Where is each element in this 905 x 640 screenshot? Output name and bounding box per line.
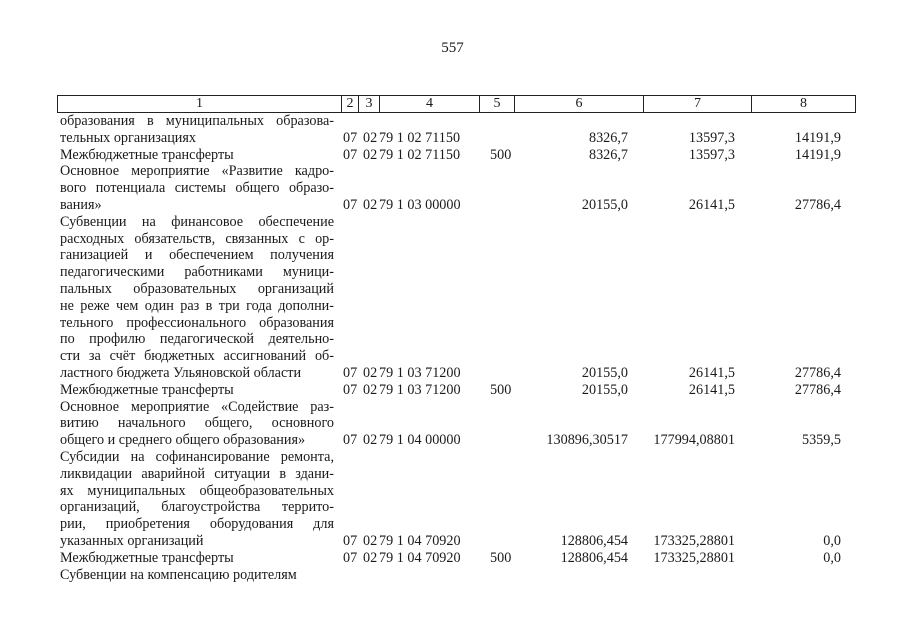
amount-col-6: 8326,7	[588, 146, 628, 163]
row-description	[60, 399, 334, 449]
amount-col-8: 5359,5	[801, 432, 841, 449]
target-article-code: 79 1 03 71200	[379, 381, 461, 398]
subsection-code: 02	[363, 381, 378, 398]
amount-col-7: 177994,08801	[653, 432, 735, 449]
table-row	[60, 113, 850, 147]
row-description	[60, 113, 334, 147]
amount-col-7: 26141,5	[688, 364, 735, 381]
section-code: 07	[343, 364, 358, 381]
section-code: 07	[343, 129, 358, 146]
description-line: образования в муниципальных образова-	[60, 113, 334, 129]
description-line: общего и среднего общего образования»	[60, 432, 306, 449]
description-line: организаций, благоустройства террито-	[60, 499, 334, 516]
amount-col-6: 20155,0	[581, 381, 628, 398]
description-line: указанных организаций	[60, 532, 204, 549]
table-row	[60, 550, 850, 567]
expense-type-code: 500	[490, 549, 512, 566]
subsection-code: 02	[363, 364, 378, 381]
section-code: 07	[343, 196, 358, 213]
table-row	[60, 567, 850, 584]
amount-col-7: 13597,3	[688, 129, 735, 146]
amount-col-7: 13597,3	[688, 146, 735, 163]
subsection-code: 02	[363, 532, 378, 549]
amount-col-8: 14191,9	[794, 129, 841, 146]
table-row	[60, 214, 850, 382]
amount-col-8: 0,0	[823, 532, 841, 549]
header-col-7: 7	[644, 96, 752, 113]
description-line: ликвидации аварийной ситуации в здани-	[60, 465, 334, 482]
row-description	[60, 449, 334, 550]
amount-col-8: 27786,4	[794, 381, 841, 398]
amount-col-6: 20155,0	[581, 196, 628, 213]
header-col-6: 6	[515, 96, 644, 113]
description-line: ях муниципальных общеобразовательных	[60, 482, 334, 499]
target-article-code: 79 1 04 70920	[379, 549, 461, 566]
amount-col-7: 26141,5	[688, 381, 735, 398]
target-article-code: 79 1 02 71150	[379, 146, 461, 163]
amount-col-7: 26141,5	[688, 196, 735, 213]
row-description	[60, 163, 334, 213]
description-line: педагогическими работниками муници-	[60, 264, 334, 281]
section-code: 07	[343, 381, 358, 398]
target-article-code: 79 1 03 71200	[379, 364, 461, 381]
column-header-table	[57, 95, 856, 113]
row-description	[60, 147, 334, 164]
description-line: ганизацией и обеспечением получения	[60, 247, 334, 264]
table-row	[60, 382, 850, 399]
description-line: витию начального общего, основного	[60, 415, 334, 432]
row-description	[60, 382, 334, 399]
budget-table-body	[60, 113, 850, 583]
description-line: рии, приобретения оборудования для	[60, 516, 334, 533]
amount-col-6: 130896,30517	[546, 432, 628, 449]
subsection-code: 02	[363, 549, 378, 566]
section-code: 07	[343, 432, 358, 449]
description-line: Межбюджетные трансферты	[60, 381, 234, 398]
description-line: тельных организациях	[60, 129, 197, 146]
table-row	[60, 399, 850, 449]
expense-type-code: 500	[490, 146, 512, 163]
amount-col-8: 27786,4	[794, 196, 841, 213]
description-line: вого потенциала системы общего образо-	[60, 180, 334, 197]
subsection-code: 02	[363, 146, 378, 163]
page-number: 557	[441, 40, 464, 56]
row-description	[60, 567, 334, 584]
description-line: тельного профессионального образования	[60, 314, 334, 331]
amount-col-8: 0,0	[823, 549, 841, 566]
section-code: 07	[343, 532, 358, 549]
header-col-4: 4	[380, 96, 480, 113]
target-article-code: 79 1 02 71150	[379, 129, 461, 146]
description-line: Межбюджетные трансферты	[60, 549, 234, 566]
amount-col-8: 14191,9	[794, 146, 841, 163]
header-col-5: 5	[480, 96, 515, 113]
subsection-code: 02	[363, 432, 378, 449]
target-article-code: 79 1 04 70920	[379, 532, 461, 549]
description-line: пальных образовательных организаций	[60, 280, 334, 297]
amount-col-6: 128806,454	[560, 549, 628, 566]
row-description	[60, 214, 334, 382]
target-article-code: 79 1 03 00000	[379, 196, 461, 213]
description-line: ластного бюджета Ульяновской области	[60, 364, 302, 381]
description-line: расходных обязательств, связанных с ор-	[60, 230, 334, 247]
header-col-2: 2	[342, 96, 359, 113]
table-row	[60, 449, 850, 550]
amount-col-6: 20155,0	[581, 364, 628, 381]
table-row	[60, 147, 850, 164]
description-line: сти за счёт бюджетных ассигнований об-	[60, 348, 334, 365]
target-article-code: 79 1 04 00000	[379, 432, 461, 449]
section-code: 07	[343, 146, 358, 163]
header-col-3: 3	[359, 96, 380, 113]
description-line: Основное мероприятие «Развитие кадро-	[60, 163, 334, 180]
description-line: не реже чем один раз в три года дополни-	[60, 297, 334, 314]
header-col-1: 1	[58, 96, 342, 113]
row-description	[60, 550, 334, 567]
table-row	[60, 163, 850, 213]
amount-col-8: 27786,4	[794, 364, 841, 381]
description-line: Межбюджетные трансферты	[60, 146, 234, 163]
description-line: по профилю педагогической деятельно-	[60, 331, 334, 348]
description-line: Основное мероприятие «Содействие раз-	[60, 398, 334, 415]
section-code: 07	[343, 549, 358, 566]
description-line: Субсидии на софинансирование ремонта,	[60, 448, 334, 465]
amount-col-6: 128806,454	[560, 532, 628, 549]
expense-type-code: 500	[490, 381, 512, 398]
amount-col-6: 8326,7	[588, 129, 628, 146]
subsection-code: 02	[363, 196, 378, 213]
subsection-code: 02	[363, 129, 378, 146]
header-col-8: 8	[752, 96, 856, 113]
description-line: Субвенции на финансовое обеспечение	[60, 213, 334, 230]
description-line: Субвенции на компенсацию родителям	[60, 566, 297, 583]
amount-col-7: 173325,28801	[653, 549, 735, 566]
description-line: вания»	[60, 196, 102, 213]
amount-col-7: 173325,28801	[653, 532, 735, 549]
